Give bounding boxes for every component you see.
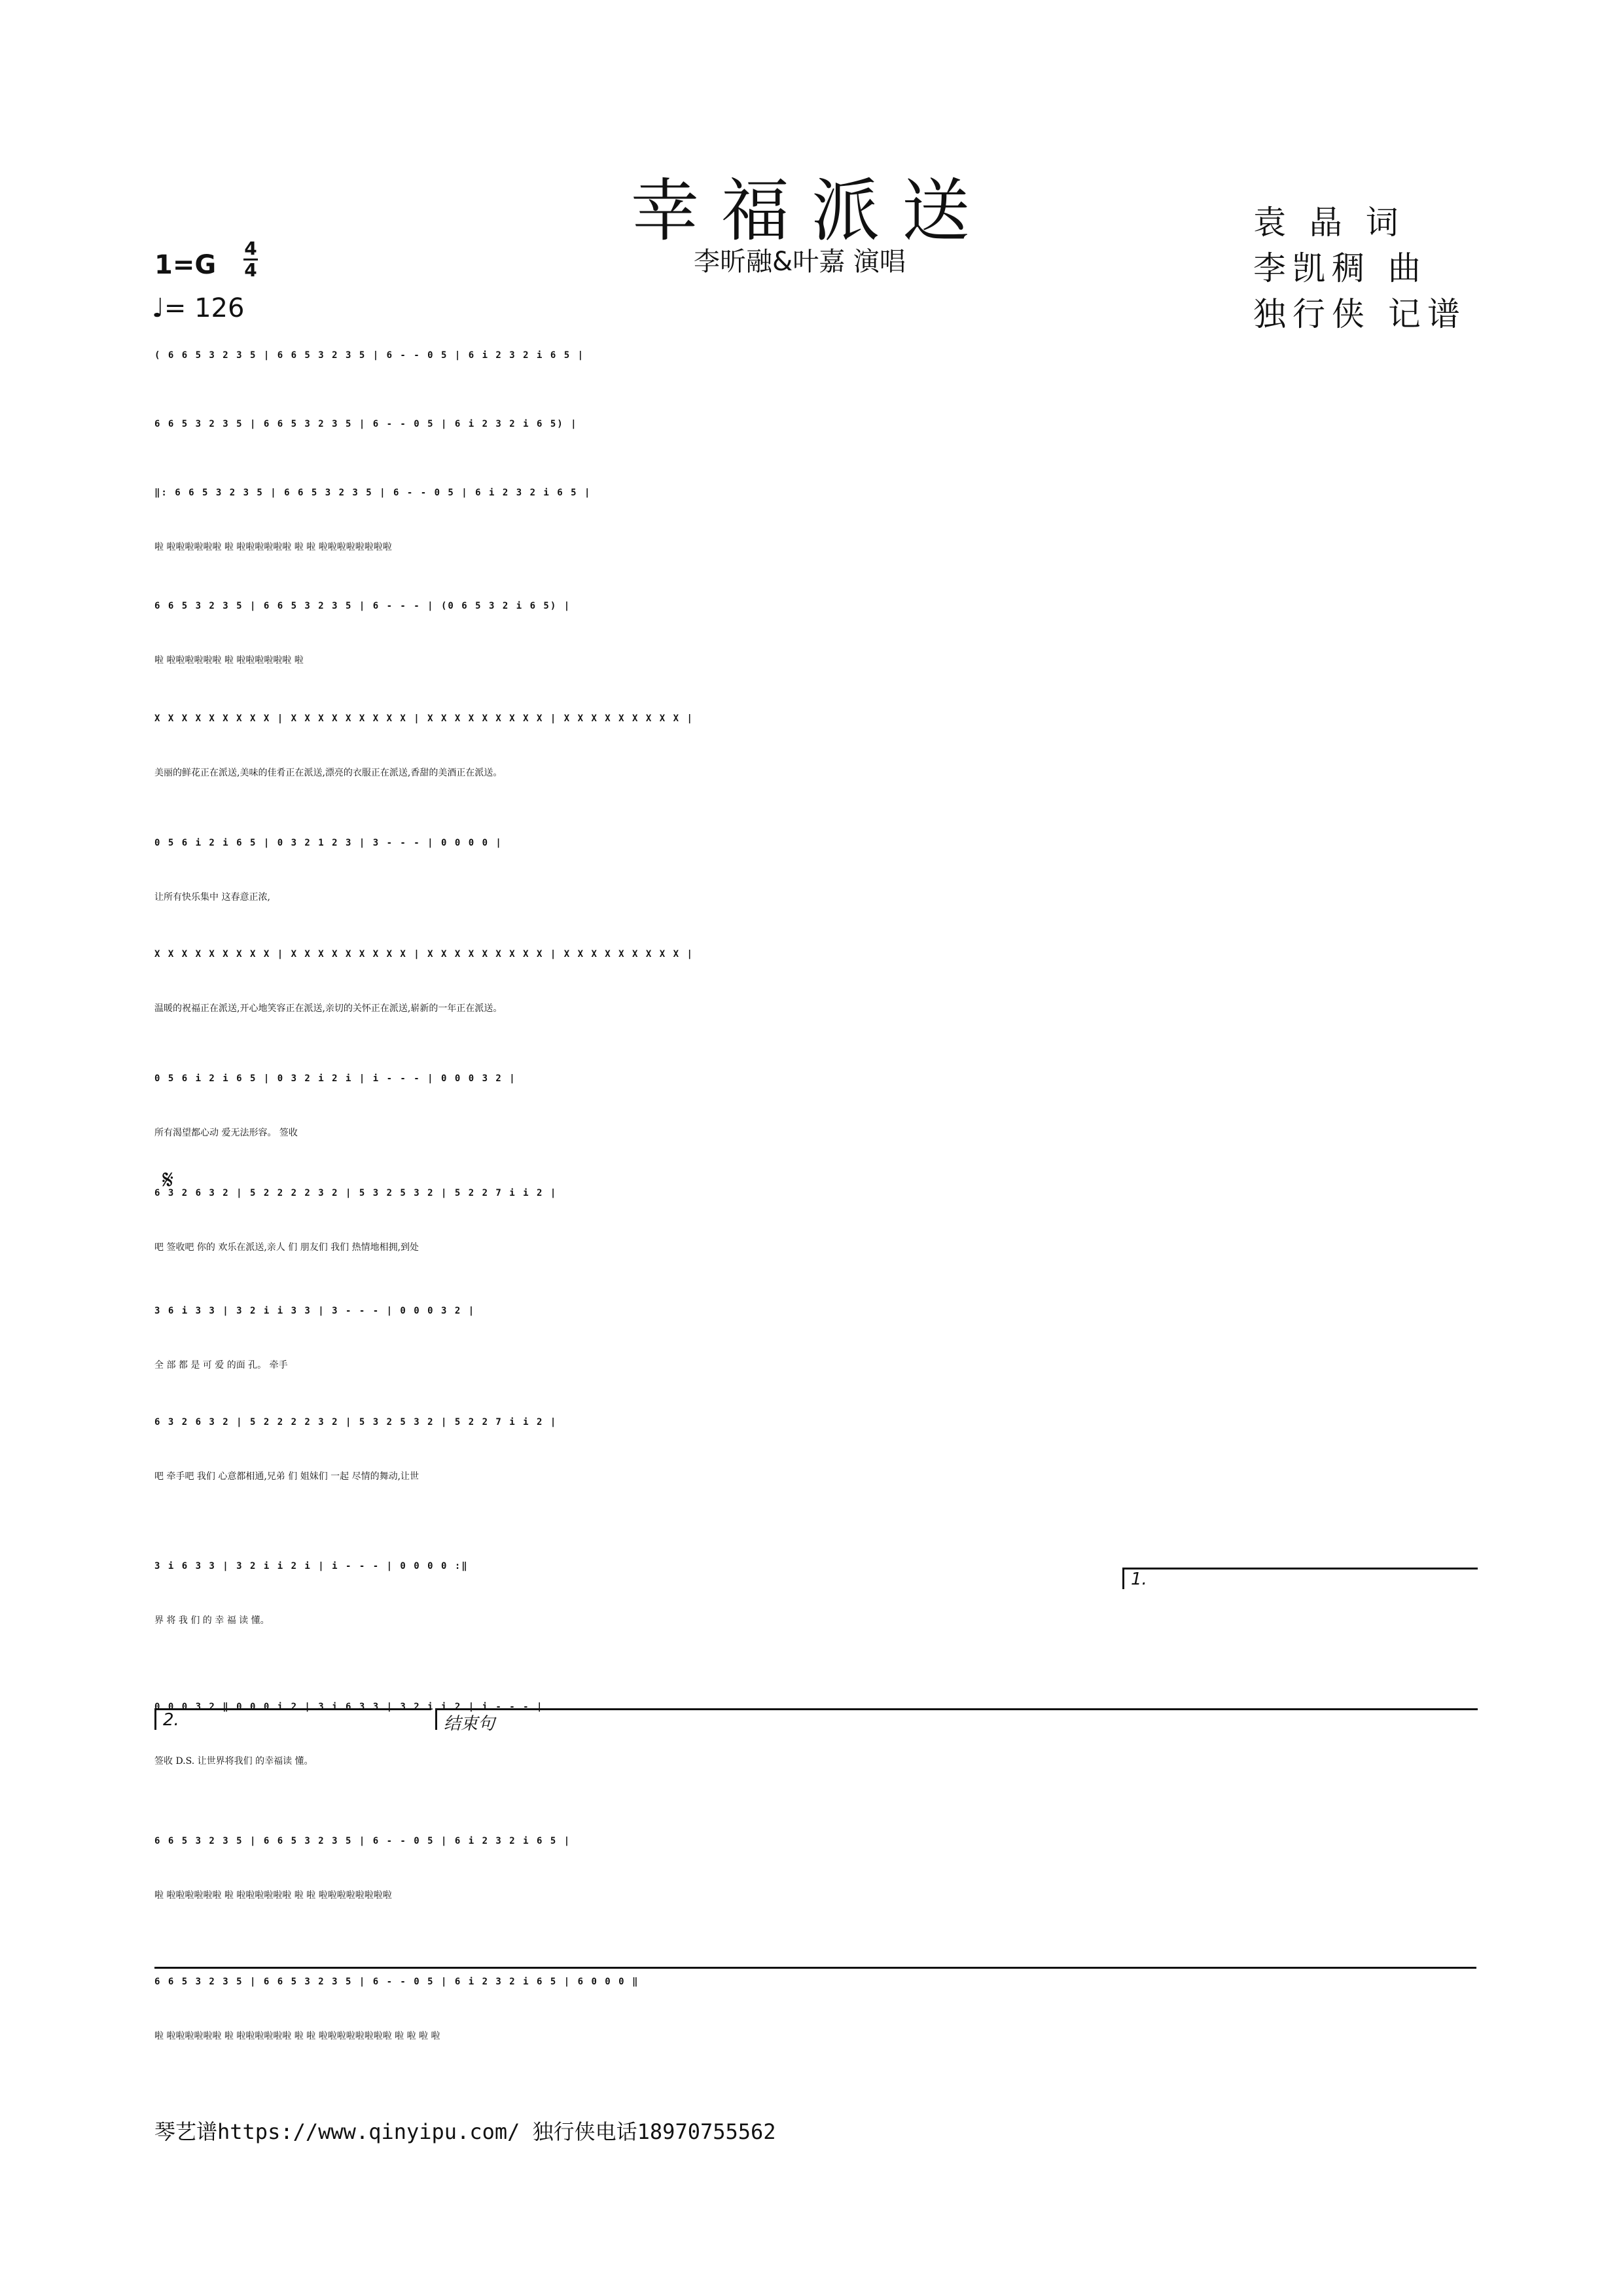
footer-note: 琴艺谱https://www.qinyipu.com/ 独行侠电话18970755562 xyxy=(154,2119,776,2144)
lyrics-line: 吧 牵手吧 我们 心意都相通,兄弟 们 姐妹们 一起 尽情的舞动,让世 xyxy=(154,1471,419,1482)
notation-line xyxy=(154,601,1480,643)
notation-text: 0 5 6 i 2 i 6 5 | 0 3 2 1 2 3 | 3 - - - | 0 0 0 0 | xyxy=(154,838,503,848)
notation-text: 3 i 6 3 3 | 3 2 i i 2 i | i - - - | 0 0 0 0 :‖ xyxy=(154,1561,469,1571)
lyrics-line: 啦 啦啦啦啦啦啦 啦 啦啦啦啦啦啦 啦 xyxy=(154,655,304,666)
notation-text: 6 3 2 6 3 2 | 5 2 2 2 2 3 2 | 5 3 2 5 3 2 | 5 2 2 7 i i 2 | xyxy=(154,1188,558,1198)
notation-text: ‖: 6 6 5 3 2 3 5 | 6 6 5 3 2 3 5 | 6 - - 0 5 | 6 i 2 3 2 i 6 5 | xyxy=(154,488,592,498)
volta-2-label: 2. xyxy=(163,1710,179,1730)
notation-text: 6 6 5 3 2 3 5 | 6 6 5 3 2 3 5 | 6 - - - | (0 6 5 3 2 i 6 5) | xyxy=(154,601,571,611)
lyrics-line: 全 部 都 是 可 爱 的面 孔。 牵手 xyxy=(154,1360,288,1371)
key-signature: 1=G xyxy=(154,250,217,280)
notation-line xyxy=(154,1836,1480,1878)
notation-line xyxy=(154,1417,1480,1459)
lyrics-line: 让所有快乐集中 这春意正浓, xyxy=(154,892,270,903)
lyrics-line: 温暖的祝福正在派送,开心地笑容正在派送,亲切的关怀正在派送,崭新的一年正在派送。 xyxy=(154,1003,503,1014)
notation-text: X X X X X X X X X | X X X X X X X X X | X X X X X X X X X | X X X X X X X X X | xyxy=(154,713,694,724)
tempo-marking: ♩= 126 xyxy=(152,293,245,323)
notation-line xyxy=(154,1188,1480,1230)
lyrics-line: 所有渴望都心动 爱无法形容。 签收 xyxy=(154,1128,298,1138)
notation-line xyxy=(154,838,1480,880)
volta-bracket-2 xyxy=(154,1708,431,1730)
volta-1-label: 1. xyxy=(1131,1570,1147,1589)
transcriber-credit: 独行侠 记谱 xyxy=(1253,295,1467,333)
notation-line xyxy=(154,1073,1480,1115)
lyrics-line: 界 将 我 们 的 幸 福 读 懂。 xyxy=(154,1615,270,1626)
notation-line xyxy=(154,488,1480,529)
notation-line xyxy=(154,1306,1480,1348)
lyrics-line: 签收 D.S. 让世界将我们 的幸福读 懂。 xyxy=(154,1756,313,1767)
meter-top: 4 xyxy=(244,238,257,259)
notation-text: 3 6 i 3 3 | 3 2 i i 3 3 | 3 - - - | 0 0 0 3 2 | xyxy=(154,1306,476,1316)
lyrics-line: 吧 签收吧 你的 欢乐在派送,亲人 们 朋友们 我们 热情地相拥,到处 xyxy=(154,1242,419,1253)
ending-label: 结束句 xyxy=(444,1714,495,1734)
lyrics-line: 啦 啦啦啦啦啦啦 啦 啦啦啦啦啦啦 啦 啦 啦啦啦啦啦啦啦啦 啦 啦 啦 啦 xyxy=(154,2031,440,2041)
lyrics-line: 啦 啦啦啦啦啦啦 啦 啦啦啦啦啦啦 啦 啦 啦啦啦啦啦啦啦啦 xyxy=(154,542,392,552)
notation-line xyxy=(154,419,1480,461)
notation-text: 6 6 5 3 2 3 5 | 6 6 5 3 2 3 5 | 6 - - 0 5 | 6 i 2 3 2 i 6 5 | xyxy=(154,1836,571,1846)
song-title: 幸福派送 xyxy=(630,171,992,251)
notation-text: X X X X X X X X X | X X X X X X X X X | X X X X X X X X X | X X X X X X X X X | xyxy=(154,949,694,960)
notation-line xyxy=(154,949,1480,991)
performer-credit: 李昕融&叶嘉 演唱 xyxy=(694,247,906,277)
ending-bracket xyxy=(435,1708,1478,1734)
volta-bracket-1 xyxy=(1122,1568,1478,1589)
notation-text: 6 6 5 3 2 3 5 | 6 6 5 3 2 3 5 | 6 - - 0 5 | 6 i 2 3 2 i 6 5) | xyxy=(154,419,578,429)
coda-rule xyxy=(154,1967,1476,1969)
notation-text: ( 6 6 5 3 2 3 5 | 6 6 5 3 2 3 5 | 6 - - 0 5 | 6 i 2 3 2 i 6 5 | xyxy=(154,350,585,361)
notation-line xyxy=(154,350,1480,392)
time-signature xyxy=(243,240,258,279)
lyricist-credit: 袁 晶 词 xyxy=(1253,204,1405,242)
meter-bottom: 4 xyxy=(244,259,257,281)
lyrics-line: 美丽的鲜花正在派送,美味的佳肴正在派送,漂亮的衣服正在派送,香甜的美酒正在派送。 xyxy=(154,768,503,778)
segno-sign: 𝄋 xyxy=(162,1165,174,1195)
notation-text: 6 3 2 6 3 2 | 5 2 2 2 2 3 2 | 5 3 2 5 3 2 | 5 2 2 7 i i 2 | xyxy=(154,1417,558,1427)
notation-text: 0 5 6 i 2 i 6 5 | 0 3 2 i 2 i | i - - - | 0 0 0 3 2 | xyxy=(154,1073,516,1084)
lyrics-line: 啦 啦啦啦啦啦啦 啦 啦啦啦啦啦啦 啦 啦 啦啦啦啦啦啦啦啦 xyxy=(154,1890,392,1901)
notation-text: 0 0 0 3 2 ‖ 0 0 0 i 2 | 3 i 6 3 3 | 3 2 i i 2 | i - - - | xyxy=(154,1702,544,1712)
notation-line xyxy=(154,1977,1480,2018)
composer-credit: 李凯稠 曲 xyxy=(1253,249,1427,287)
notation-text: 6 6 5 3 2 3 5 | 6 6 5 3 2 3 5 | 6 - - 0 5 | 6 i 2 3 2 i 6 5 | 6 0 0 0 ‖ xyxy=(154,1977,639,1987)
notation-line xyxy=(154,713,1480,755)
